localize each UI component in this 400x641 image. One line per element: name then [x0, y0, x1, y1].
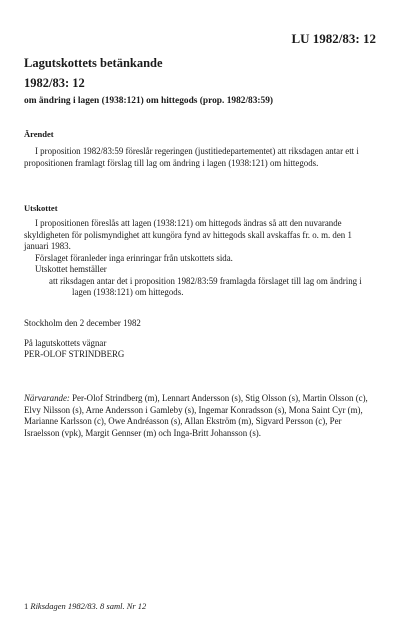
- place-date: Stockholm den 2 december 1982: [24, 318, 141, 328]
- paragraph: I propositionen föreslås att lagen (1938:121) om hittegods ändras så att den nuvarande skyldigheten för polismyndighet att kungöra fynd av hittegods skall avskaffas fr. o. m. den 1 januari 1983.: [24, 218, 352, 251]
- section-body-arendet: [24, 146, 368, 169]
- signature-name: PER-OLOF STRINDBERG: [24, 349, 125, 359]
- footer-text: Riksdagen 1982/83. 8 saml. Nr 12: [30, 601, 147, 611]
- section-heading-utskottet: Utskottet: [24, 203, 58, 213]
- present-list: Per-Olof Strindberg (m), Lennart Andersson (s), Stig Olsson (s), Martin Olsson (c), Elvy Nilsson (s), Arne Andersson i Gamleby (s), Ingemar Konradsson (s), Mona Saint Cyr (m), Marianne Karlsson (c), Owe Andréasson (s), Allan Ekström (m), Sigvard Persson (c), Per Israelsson (vpk), Margit Gennser (m) och Inga-Britt Johansson (s).: [24, 393, 368, 438]
- paragraph: Utskottet hemställer: [35, 264, 107, 274]
- paragraph: Förslaget föranleder inga erinringar från utskottets sida.: [35, 252, 233, 263]
- footer-page-number: 1: [24, 601, 29, 611]
- present-members: [24, 393, 368, 439]
- footer: [24, 601, 146, 611]
- signature-behalf: På lagutskottets vägnar: [24, 337, 107, 348]
- document-reference: LU 1982/83: 12: [291, 31, 376, 46]
- section-body-utskottet: [24, 218, 368, 299]
- section-heading-arendet: Ärendet: [24, 129, 54, 139]
- signature-block: [24, 318, 368, 361]
- document-subtitle: om ändring i lagen (1938:121) om hittegods (prop. 1982/83:59): [24, 96, 274, 106]
- paragraph: I proposition 1982/83:59 föreslår regeringen (justitiedepartementet) att riksdagen antar ett i propositionen framlagt förslag till lag om ändring i lagen (1938:121) om hittegods.: [24, 146, 359, 168]
- motion-paragraph: att riksdagen antar det i proposition 1982/83:59 framlagda förslaget till lag om ändring i lagen (1938:121) om hittegods.: [49, 275, 362, 297]
- document-title: Lagutskottets betänkande: [24, 56, 163, 70]
- present-label: Närvarande:: [24, 393, 70, 403]
- document-number: 1982/83: 12: [24, 76, 85, 90]
